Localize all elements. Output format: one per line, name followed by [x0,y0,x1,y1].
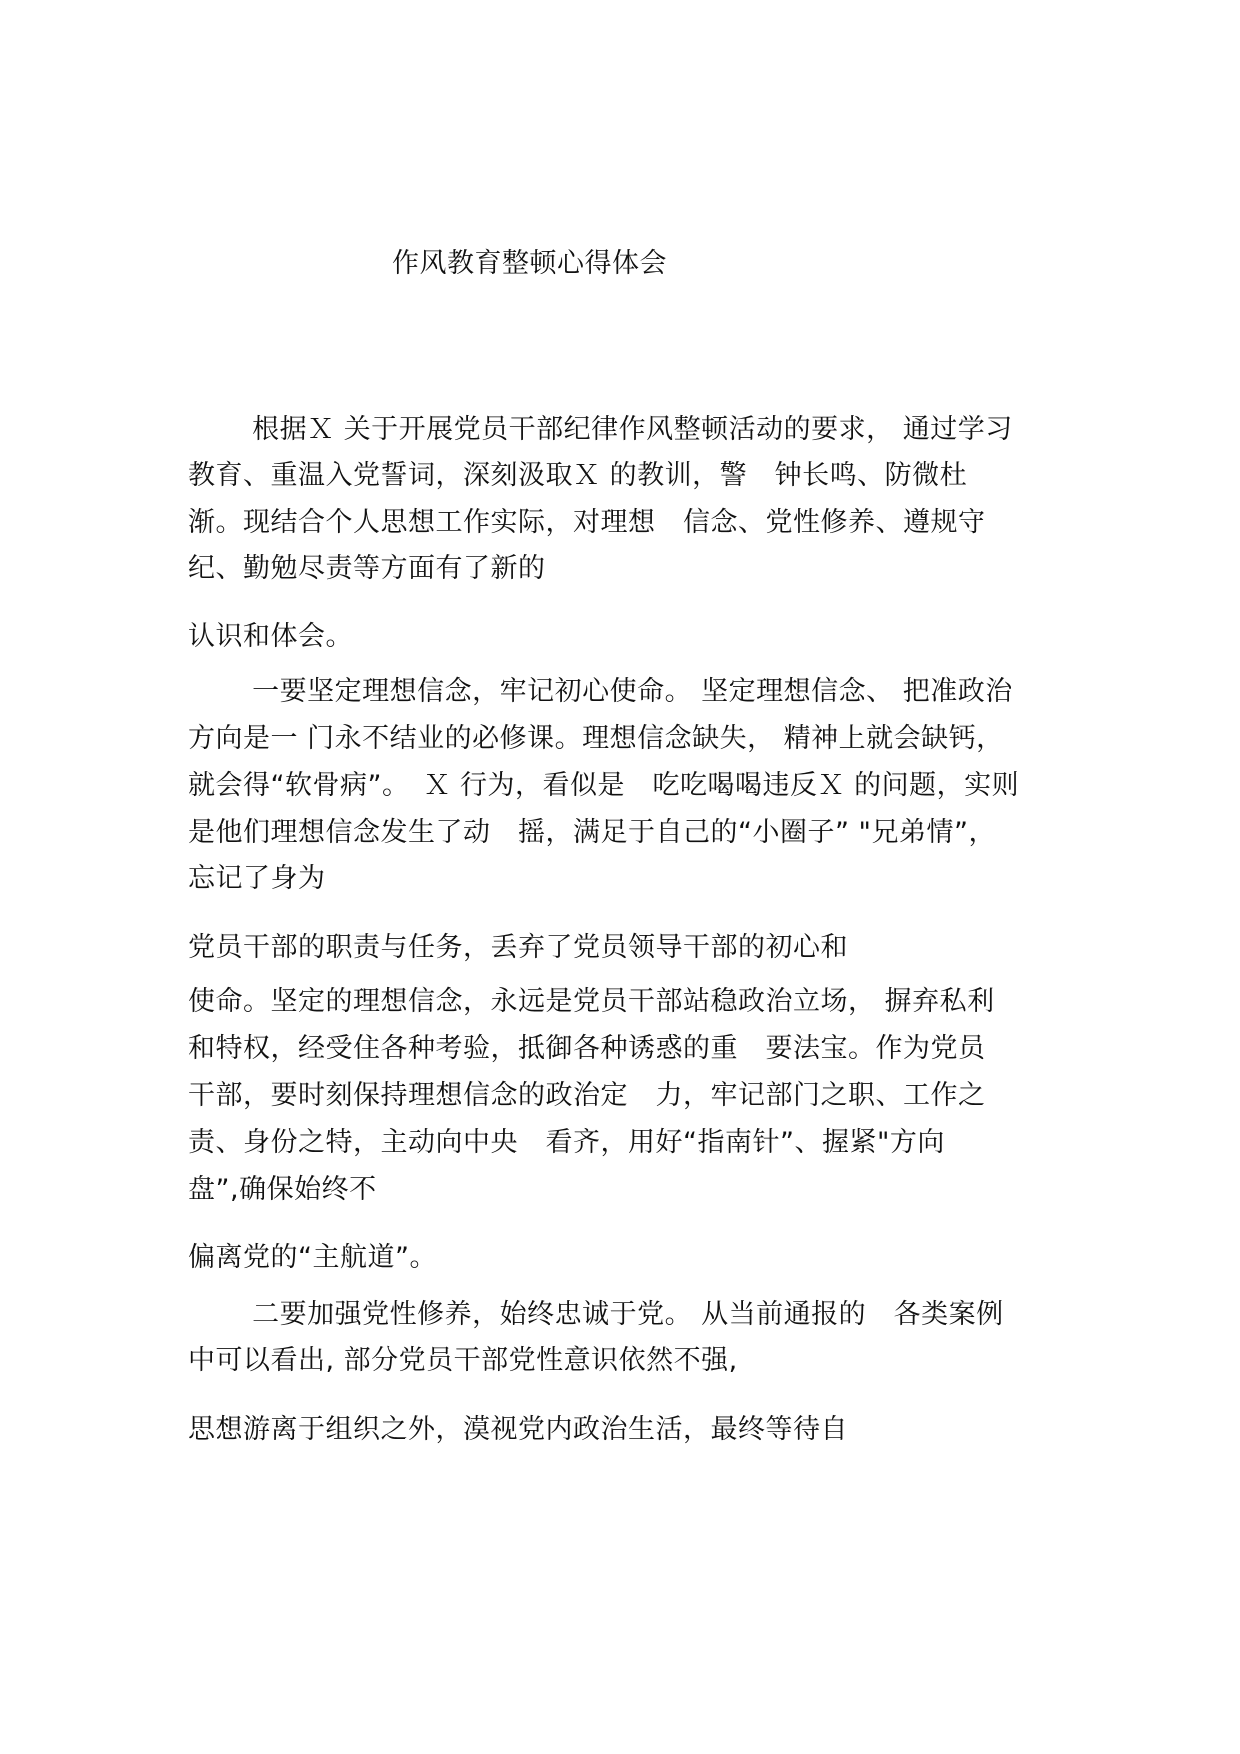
paragraph-line: 渐。现结合个人思想工作实际，对理想 信念、党性修养、遵规守 [188,507,986,538]
paragraph-line: 干部，要时刻保持理想信念的政治定 力，牢记部门之职、工作之 [188,1080,986,1111]
paragraph-line: 认识和体会。 [188,621,353,652]
paragraph-line: 纪、勤勉尽责等方面有了新的 [188,553,546,584]
paragraph-line: 偏离党的“主航道”。 [188,1242,437,1273]
paragraph-line: 就会得“软骨病”。 Ｘ 行为，看似是 吃吃喝喝违反Ｘ 的问题，实则 [188,770,1020,801]
paragraph-line: 责、身份之特，主动向中央 看齐，用好“指南针”、握紧"方向 [188,1127,945,1158]
paragraph-line: 方向是一 门永不结业的必修课。理想信念缺失， 精神上就会缺钙， [188,723,1004,754]
document-title: 作风教育整顿心得体会 [392,248,667,279]
paragraph-line: 一要坚定理想信念，牢记初心使命。 坚定理想信念、 把准政治 [188,676,1013,707]
paragraph-line: 和特权，经受住各种考验，抵御各种诱惑的重 要法宝。作为党员 [188,1033,986,1064]
paragraph-line: 忘记了身为 [188,863,326,894]
paragraph-line: 思想游离于组织之外，漠视党内政治生活，最终等待自 [188,1414,848,1445]
paragraph-line: 根据Ｘ 关于开展党员干部纪律作风整顿活动的要求， 通过学习 [188,414,1013,445]
paragraph-line: 使命。坚定的理想信念，永远是党员干部站稳政治立场， 摒弃私利 [188,986,995,1017]
paragraph-line: 是他们理想信念发生了动 摇，满足于自己的“小圈子” "兄弟情”， [188,817,996,848]
paragraph-line: 二要加强党性修养，始终忠诚于党。 从当前通报的 各类案例 [188,1299,1004,1330]
paragraph-line: 教育、重温入党誓词，深刻汲取Ｘ 的教训，警 钟长鸣、防微杜 [188,460,968,491]
paragraph-line: 盘”,确保始终不 [188,1174,377,1205]
paragraph-line: 中可以看出, 部分党员干部党性意识依然不强, [188,1345,738,1376]
paragraph-line: 党员干部的职责与任务，丢弃了党员领导干部的初心和 [188,932,848,963]
